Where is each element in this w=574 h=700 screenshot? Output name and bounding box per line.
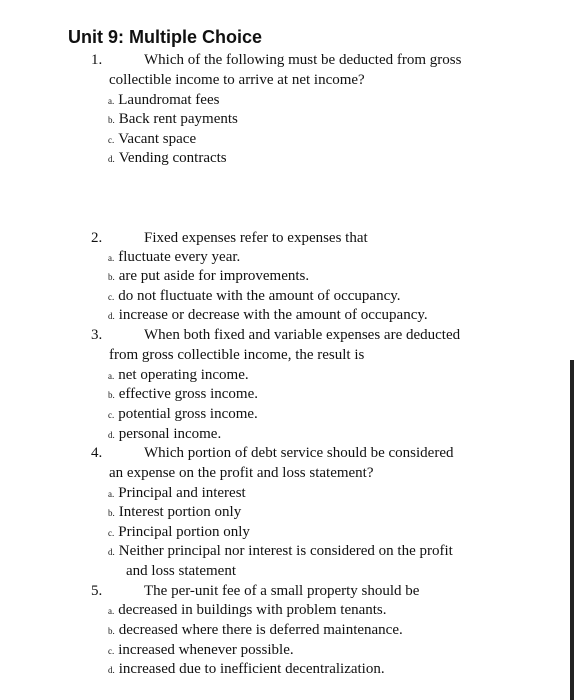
option-letter: c. (108, 410, 115, 420)
option-text: fluctuate every year. (118, 249, 241, 265)
option-text: Neither principal nor interest is considered on the profit (118, 543, 453, 559)
option-3c[interactable] (108, 406, 258, 423)
option-letter: a. (108, 253, 115, 263)
option-letter: d. (108, 154, 115, 164)
option-2b[interactable] (108, 268, 309, 285)
option-letter: b. (108, 272, 115, 282)
option-4d[interactable] (108, 543, 453, 560)
option-text: Vending contracts (118, 150, 227, 166)
option-2d[interactable] (108, 307, 428, 324)
option-text: effective gross income. (118, 386, 259, 402)
option-3a[interactable] (108, 367, 249, 384)
option-text: Principal and interest (118, 485, 246, 501)
option-5a[interactable] (108, 602, 387, 619)
option-text: do not fluctuate with the amount of occupancy. (118, 288, 401, 304)
option-letter: d. (108, 665, 115, 675)
option-letter: d. (108, 311, 115, 321)
option-letter: d. (108, 430, 115, 440)
option-text: Interest portion only (118, 504, 242, 520)
option-letter: c. (108, 528, 115, 538)
option-text: Principal portion only (118, 524, 250, 540)
option-letter: a. (108, 371, 115, 381)
option-4a[interactable] (108, 485, 246, 502)
question-text: Which of the following must be deducted from gross (144, 52, 462, 68)
option-3d[interactable] (108, 426, 221, 443)
option-3b[interactable] (108, 386, 258, 403)
page-title: Unit 9: Multiple Choice (68, 27, 263, 47)
option-letter: b. (108, 626, 115, 636)
option-text: personal income. (118, 426, 222, 442)
option-1c[interactable] (108, 131, 196, 148)
question-text-continued: an expense on the profit and loss statement? (109, 465, 374, 481)
question-text: Fixed expenses refer to expenses that (144, 230, 368, 246)
option-text: increase or decrease with the amount of occupancy. (118, 307, 428, 323)
option-text: Vacant space (118, 131, 197, 147)
question-text-continued: from gross collectible income, the result is (109, 347, 365, 363)
option-text: decreased in buildings with problem tenants. (118, 602, 387, 618)
question-number: 3. (91, 327, 103, 343)
option-text: decreased where there is deferred maintenance. (118, 622, 403, 638)
option-letter: b. (108, 390, 115, 400)
option-1b[interactable] (108, 111, 238, 128)
page-edge (570, 360, 574, 700)
question-number: 4. (91, 445, 103, 461)
option-letter: c. (108, 135, 115, 145)
question-number: 5. (91, 583, 103, 599)
option-5d[interactable] (108, 661, 385, 678)
option-text: increased whenever possible. (118, 642, 294, 658)
option-4b[interactable] (108, 504, 241, 521)
option-5c[interactable] (108, 642, 294, 659)
option-1d[interactable] (108, 150, 227, 167)
option-text: Back rent payments (118, 111, 238, 127)
option-text: are put aside for improvements. (118, 268, 310, 284)
option-letter: c. (108, 646, 115, 656)
option-letter: a. (108, 96, 115, 106)
option-1a[interactable] (108, 92, 219, 109)
question-text: When both fixed and variable expenses are deducted (144, 327, 461, 343)
option-letter: c. (108, 292, 115, 302)
question-number: 2. (91, 230, 103, 246)
question-text-continued: collectible income to arrive at net income? (109, 72, 365, 88)
option-2a[interactable] (108, 249, 240, 266)
option-letter: d. (108, 547, 115, 557)
option-letter: a. (108, 489, 115, 499)
question-number: 1. (91, 52, 103, 68)
option-letter: a. (108, 606, 115, 616)
option-4c[interactable] (108, 524, 250, 541)
question-text: Which portion of debt service should be considered (144, 445, 454, 461)
option-text-continued: and loss statement (126, 563, 236, 579)
option-text: net operating income. (118, 367, 249, 383)
option-letter: b. (108, 115, 115, 125)
question-text: The per-unit fee of a small property should be (144, 583, 420, 599)
option-5b[interactable] (108, 622, 403, 639)
option-2c[interactable] (108, 288, 401, 305)
option-text: Laundromat fees (118, 92, 220, 108)
option-letter: b. (108, 508, 115, 518)
option-text: increased due to inefficient decentralization. (118, 661, 385, 677)
option-text: potential gross income. (118, 406, 258, 422)
